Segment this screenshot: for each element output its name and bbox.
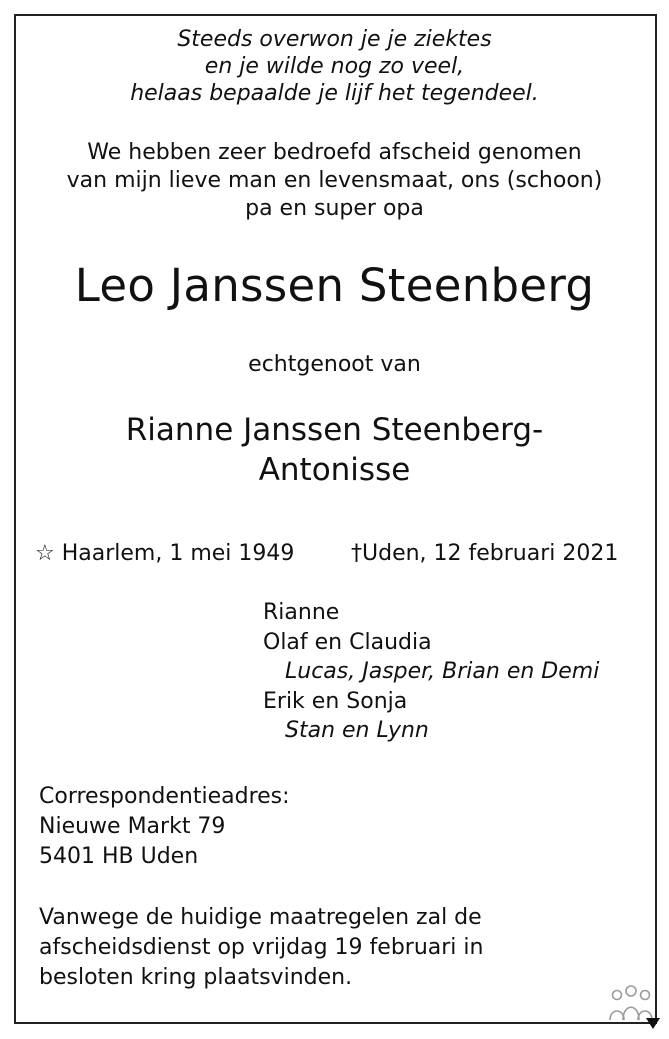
birth-info <box>35 539 294 569</box>
intro-line: van mijn lieve man en levensmaat, ons (schoon) <box>66 168 603 193</box>
correspondence-address <box>39 782 290 872</box>
deceased-name: Leo Janssen Steenberg <box>74 259 595 312</box>
birth-text: Haarlem, 1 mei 1949 <box>61 541 295 566</box>
spouse-name-line: Rianne Janssen Steenberg- <box>125 412 544 448</box>
spouse-name <box>0 410 669 490</box>
poem <box>0 26 669 107</box>
death-text: Uden, 12 februari 2021 <box>362 541 619 566</box>
notice-line: afscheidsdienst op vrijdag 19 februari in <box>39 935 484 960</box>
cross-icon: † <box>351 541 362 566</box>
family-member: Rianne <box>263 600 340 625</box>
intro-text <box>0 139 669 223</box>
address-line: 5401 HB Uden <box>39 844 199 869</box>
address-line: Nieuwe Markt 79 <box>39 814 226 839</box>
service-notice <box>39 903 483 993</box>
spouse-label: echtgenoot van <box>248 352 421 377</box>
people-group-icon <box>607 984 655 1020</box>
poem-line: Steeds overwon je je ziektes <box>177 27 492 52</box>
family-member: Olaf en Claudia <box>263 629 432 655</box>
spouse-name-line: Antonisse <box>258 452 411 488</box>
poem-line: helaas bepaalde je lijf het tegendeel. <box>130 81 539 106</box>
poem-line: en je wilde nog zo veel, <box>204 54 465 79</box>
notice-line: besloten kring plaatsvinden. <box>39 965 353 990</box>
grandchildren: Lucas, Jasper, Brian en Demi <box>285 659 600 684</box>
triangle-down-icon[interactable] <box>646 1018 660 1029</box>
notice-line: Vanwege de huidige maatregelen zal de <box>39 905 482 930</box>
intro-line: We hebben zeer bedroefd afscheid genomen <box>87 140 582 165</box>
family-member: Erik en Sonja <box>263 688 408 714</box>
death-info <box>351 539 618 569</box>
family-list <box>263 598 599 746</box>
intro-line: pa en super opa <box>245 196 424 221</box>
address-line: Correspondentieadres: <box>39 784 290 809</box>
grandchildren: Stan en Lynn <box>285 718 429 743</box>
star-icon: ☆ <box>35 541 55 566</box>
